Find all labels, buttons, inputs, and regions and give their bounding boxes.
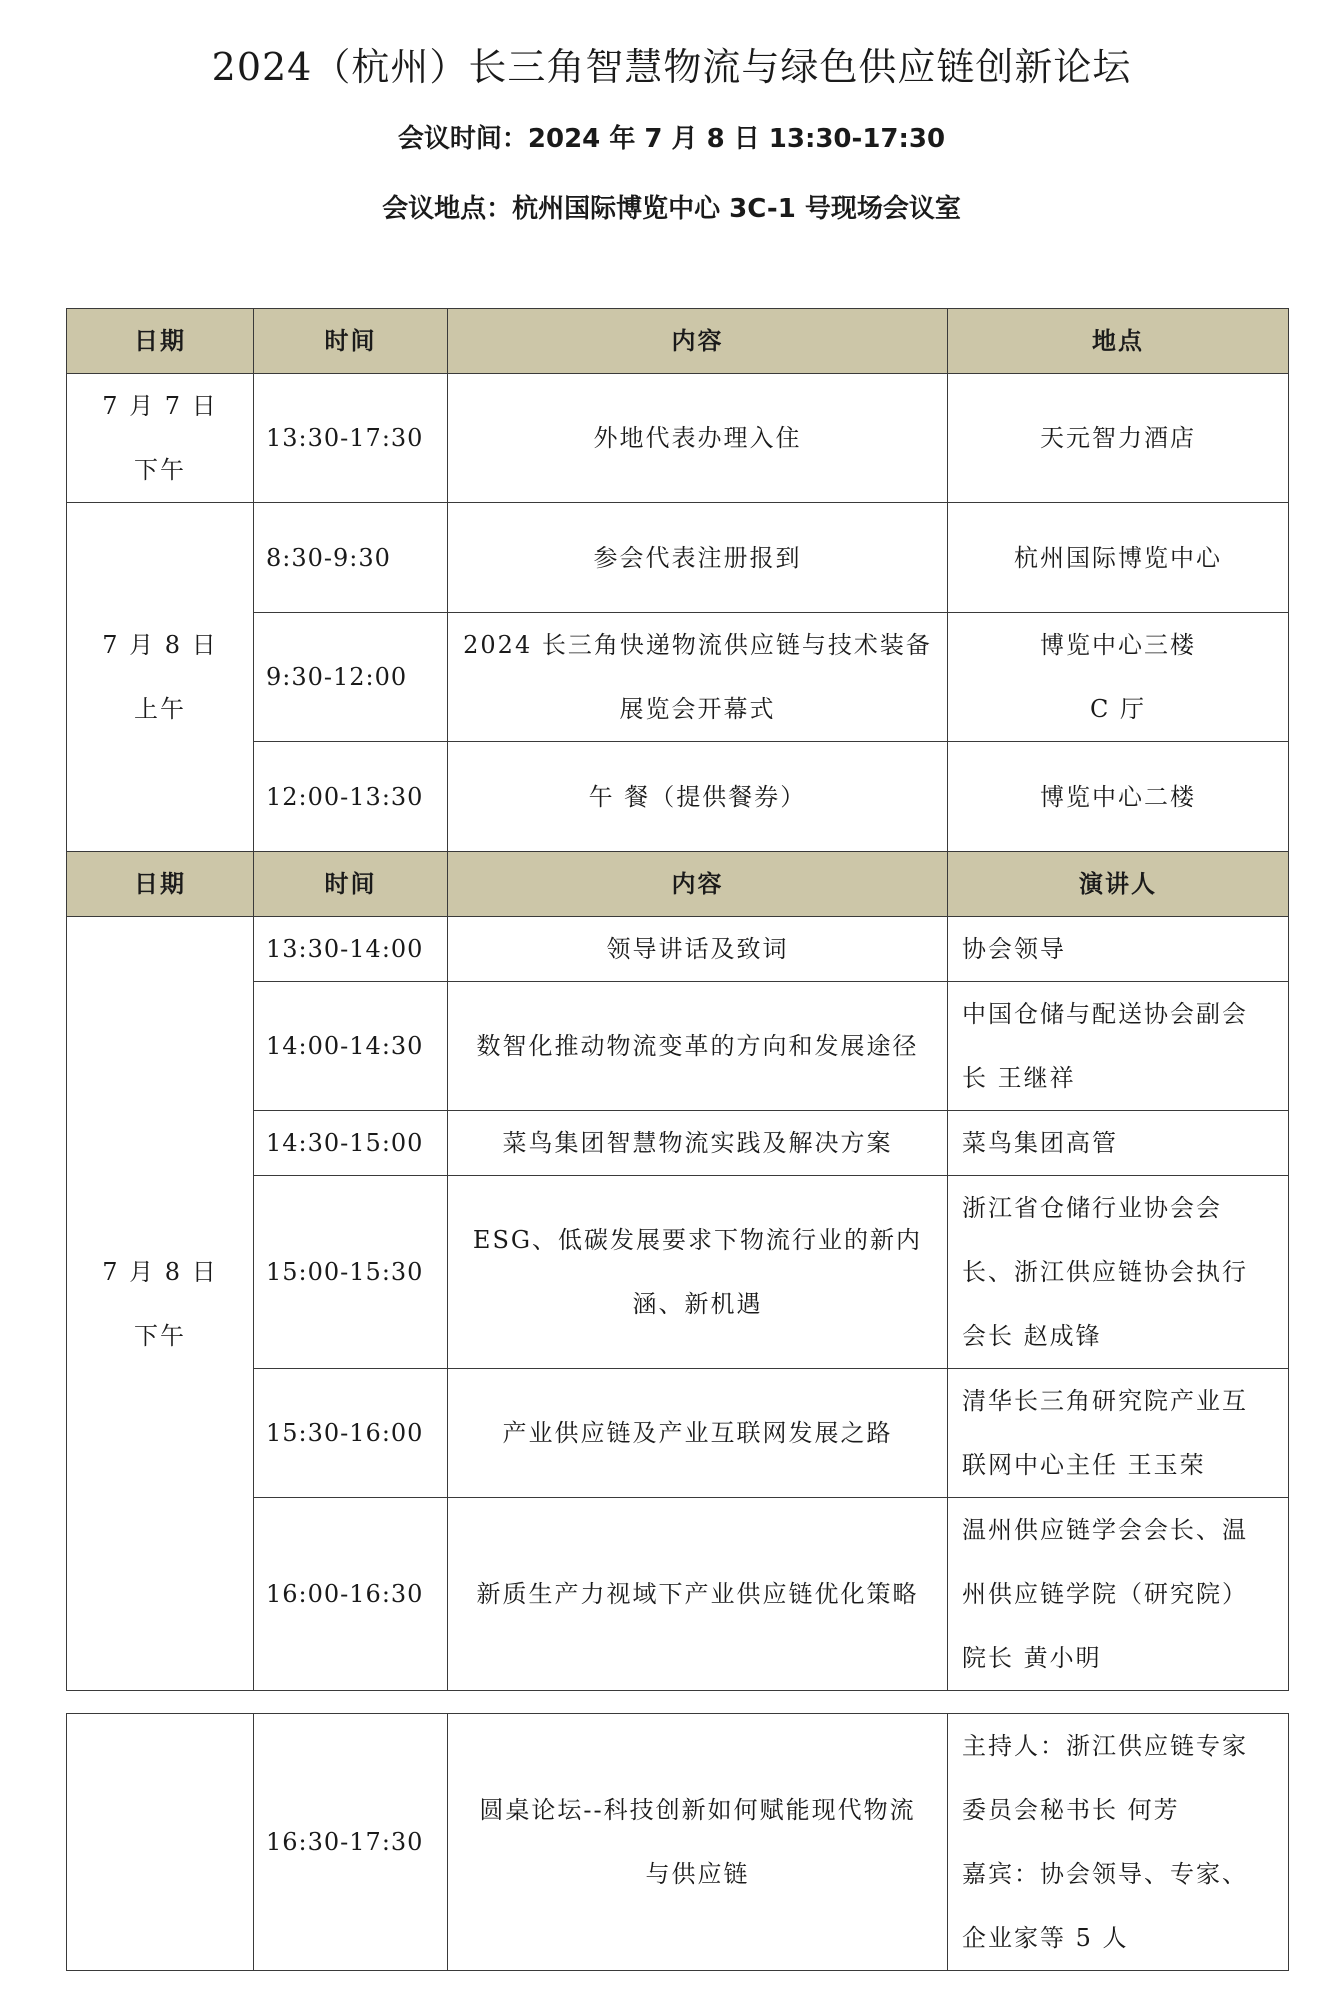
time-cell: 14:00-14:30 xyxy=(254,982,448,1111)
table-row xyxy=(67,917,1289,982)
header-content: 内容 xyxy=(448,309,948,374)
speaker-line: 浙江省仓储行业协会会 xyxy=(962,1194,1222,1222)
date-cell xyxy=(67,374,254,503)
speaker-cell: 协会领导 xyxy=(948,917,1289,982)
content-line: 与供应链 xyxy=(645,1860,750,1888)
speaker-line: 中国仓储与配送协会副会 xyxy=(962,1000,1248,1028)
speaker-cell xyxy=(948,1176,1289,1369)
content-line: 涵、新机遇 xyxy=(632,1290,763,1318)
content-cell xyxy=(448,1714,948,1971)
table-header-row xyxy=(67,309,1289,374)
time-cell: 15:30-16:00 xyxy=(254,1369,448,1498)
date-line: 下午 xyxy=(134,1321,186,1350)
place-cell: 天元智力酒店 xyxy=(948,374,1289,503)
content-cell: 菜鸟集团智慧物流实践及解决方案 xyxy=(448,1111,948,1176)
speaker-line: 院长 黄小明 xyxy=(962,1644,1102,1672)
content-cell: 参会代表注册报到 xyxy=(448,503,948,613)
date-line: 7 月 7 日 xyxy=(102,392,218,420)
schedule-table xyxy=(66,308,1289,1691)
meeting-place: 会议地点：杭州国际博览中心 3C-1 号现场会议室 xyxy=(382,194,961,224)
date-line: 7 月 8 日 xyxy=(102,1257,218,1286)
date-line: 7 月 8 日 xyxy=(102,631,218,659)
place-line: 博览中心三楼 xyxy=(1040,631,1196,659)
time-cell: 14:30-15:00 xyxy=(254,1111,448,1176)
table-row xyxy=(67,1714,1289,1971)
speaker-line: 主持人：浙江供应链专家 xyxy=(962,1732,1248,1760)
speaker-line: 州供应链学院（研究院） xyxy=(962,1580,1248,1608)
content-cell: 新质生产力视域下产业供应链优化策略 xyxy=(448,1498,948,1691)
speaker-line: 温州供应链学会会长、温 xyxy=(962,1516,1248,1544)
content-line: 展览会开幕式 xyxy=(619,695,776,723)
speaker-line: 联网中心主任 王玉荣 xyxy=(962,1451,1206,1479)
place-line: C 厅 xyxy=(1090,695,1146,723)
date-cell xyxy=(67,503,254,852)
place-cell: 杭州国际博览中心 xyxy=(948,503,1289,613)
date-line: 下午 xyxy=(134,456,186,484)
header-time: 时间 xyxy=(254,309,448,374)
speaker-cell xyxy=(948,1714,1289,1971)
speaker-line: 企业家等 5 人 xyxy=(962,1924,1129,1952)
content-cell: 数智化推动物流变革的方向和发展途径 xyxy=(448,982,948,1111)
content-cell: 产业供应链及产业互联网发展之路 xyxy=(448,1369,948,1498)
speaker-line: 委员会秘书长 何芳 xyxy=(962,1796,1180,1824)
header-speaker: 演讲人 xyxy=(948,852,1289,917)
content-cell: 外地代表办理入住 xyxy=(448,374,948,503)
speaker-line: 清华长三角研究院产业互 xyxy=(962,1387,1248,1415)
table-row xyxy=(67,374,1289,503)
speaker-cell xyxy=(948,1498,1289,1691)
speaker-line: 会长 赵成锋 xyxy=(962,1322,1102,1350)
time-cell: 15:00-15:30 xyxy=(254,1176,448,1369)
header-time: 时间 xyxy=(254,852,448,917)
time-cell: 16:30-17:30 xyxy=(254,1714,448,1971)
header-content: 内容 xyxy=(448,852,948,917)
page-title: 2024（杭州）长三角智慧物流与绿色供应链创新论坛 xyxy=(211,45,1132,89)
time-cell: 13:30-17:30 xyxy=(254,374,448,503)
forum-table xyxy=(66,1713,1289,1971)
place-cell: 博览中心二楼 xyxy=(948,742,1289,852)
content-line: ESG、低碳发展要求下物流行业的新内 xyxy=(472,1226,923,1254)
date-cell xyxy=(67,917,254,1691)
header-date: 日期 xyxy=(67,309,254,374)
speaker-cell xyxy=(948,1369,1289,1498)
speaker-line: 长、浙江供应链协会执行 xyxy=(962,1258,1248,1286)
speaker-line: 长 王继祥 xyxy=(962,1064,1076,1092)
date-cell xyxy=(67,1714,254,1971)
time-cell: 13:30-14:00 xyxy=(254,917,448,982)
content-cell: 午 餐（提供餐券） xyxy=(448,742,948,852)
content-line: 2024 长三角快递物流供应链与技术装备 xyxy=(463,631,932,659)
time-cell: 8:30-9:30 xyxy=(254,503,448,613)
speaker-cell: 菜鸟集团高管 xyxy=(948,1111,1289,1176)
content-cell: 领导讲话及致词 xyxy=(448,917,948,982)
speaker-cell xyxy=(948,982,1289,1111)
header-date: 日期 xyxy=(67,852,254,917)
place-cell xyxy=(948,613,1289,742)
date-line: 上午 xyxy=(134,695,186,723)
content-cell xyxy=(448,1176,948,1369)
content-cell xyxy=(448,613,948,742)
table-header-row xyxy=(67,852,1289,917)
time-cell: 12:00-13:30 xyxy=(254,742,448,852)
content-line: 圆桌论坛--科技创新如何赋能现代物流 xyxy=(479,1796,916,1824)
header-place: 地点 xyxy=(948,309,1289,374)
time-cell: 16:00-16:30 xyxy=(254,1498,448,1691)
speaker-line: 嘉宾：协会领导、专家、 xyxy=(962,1860,1248,1888)
meeting-time: 会议时间：2024 年 7 月 8 日 13:30-17:30 xyxy=(397,124,946,154)
time-cell: 9:30-12:00 xyxy=(254,613,448,742)
table-row xyxy=(67,503,1289,613)
